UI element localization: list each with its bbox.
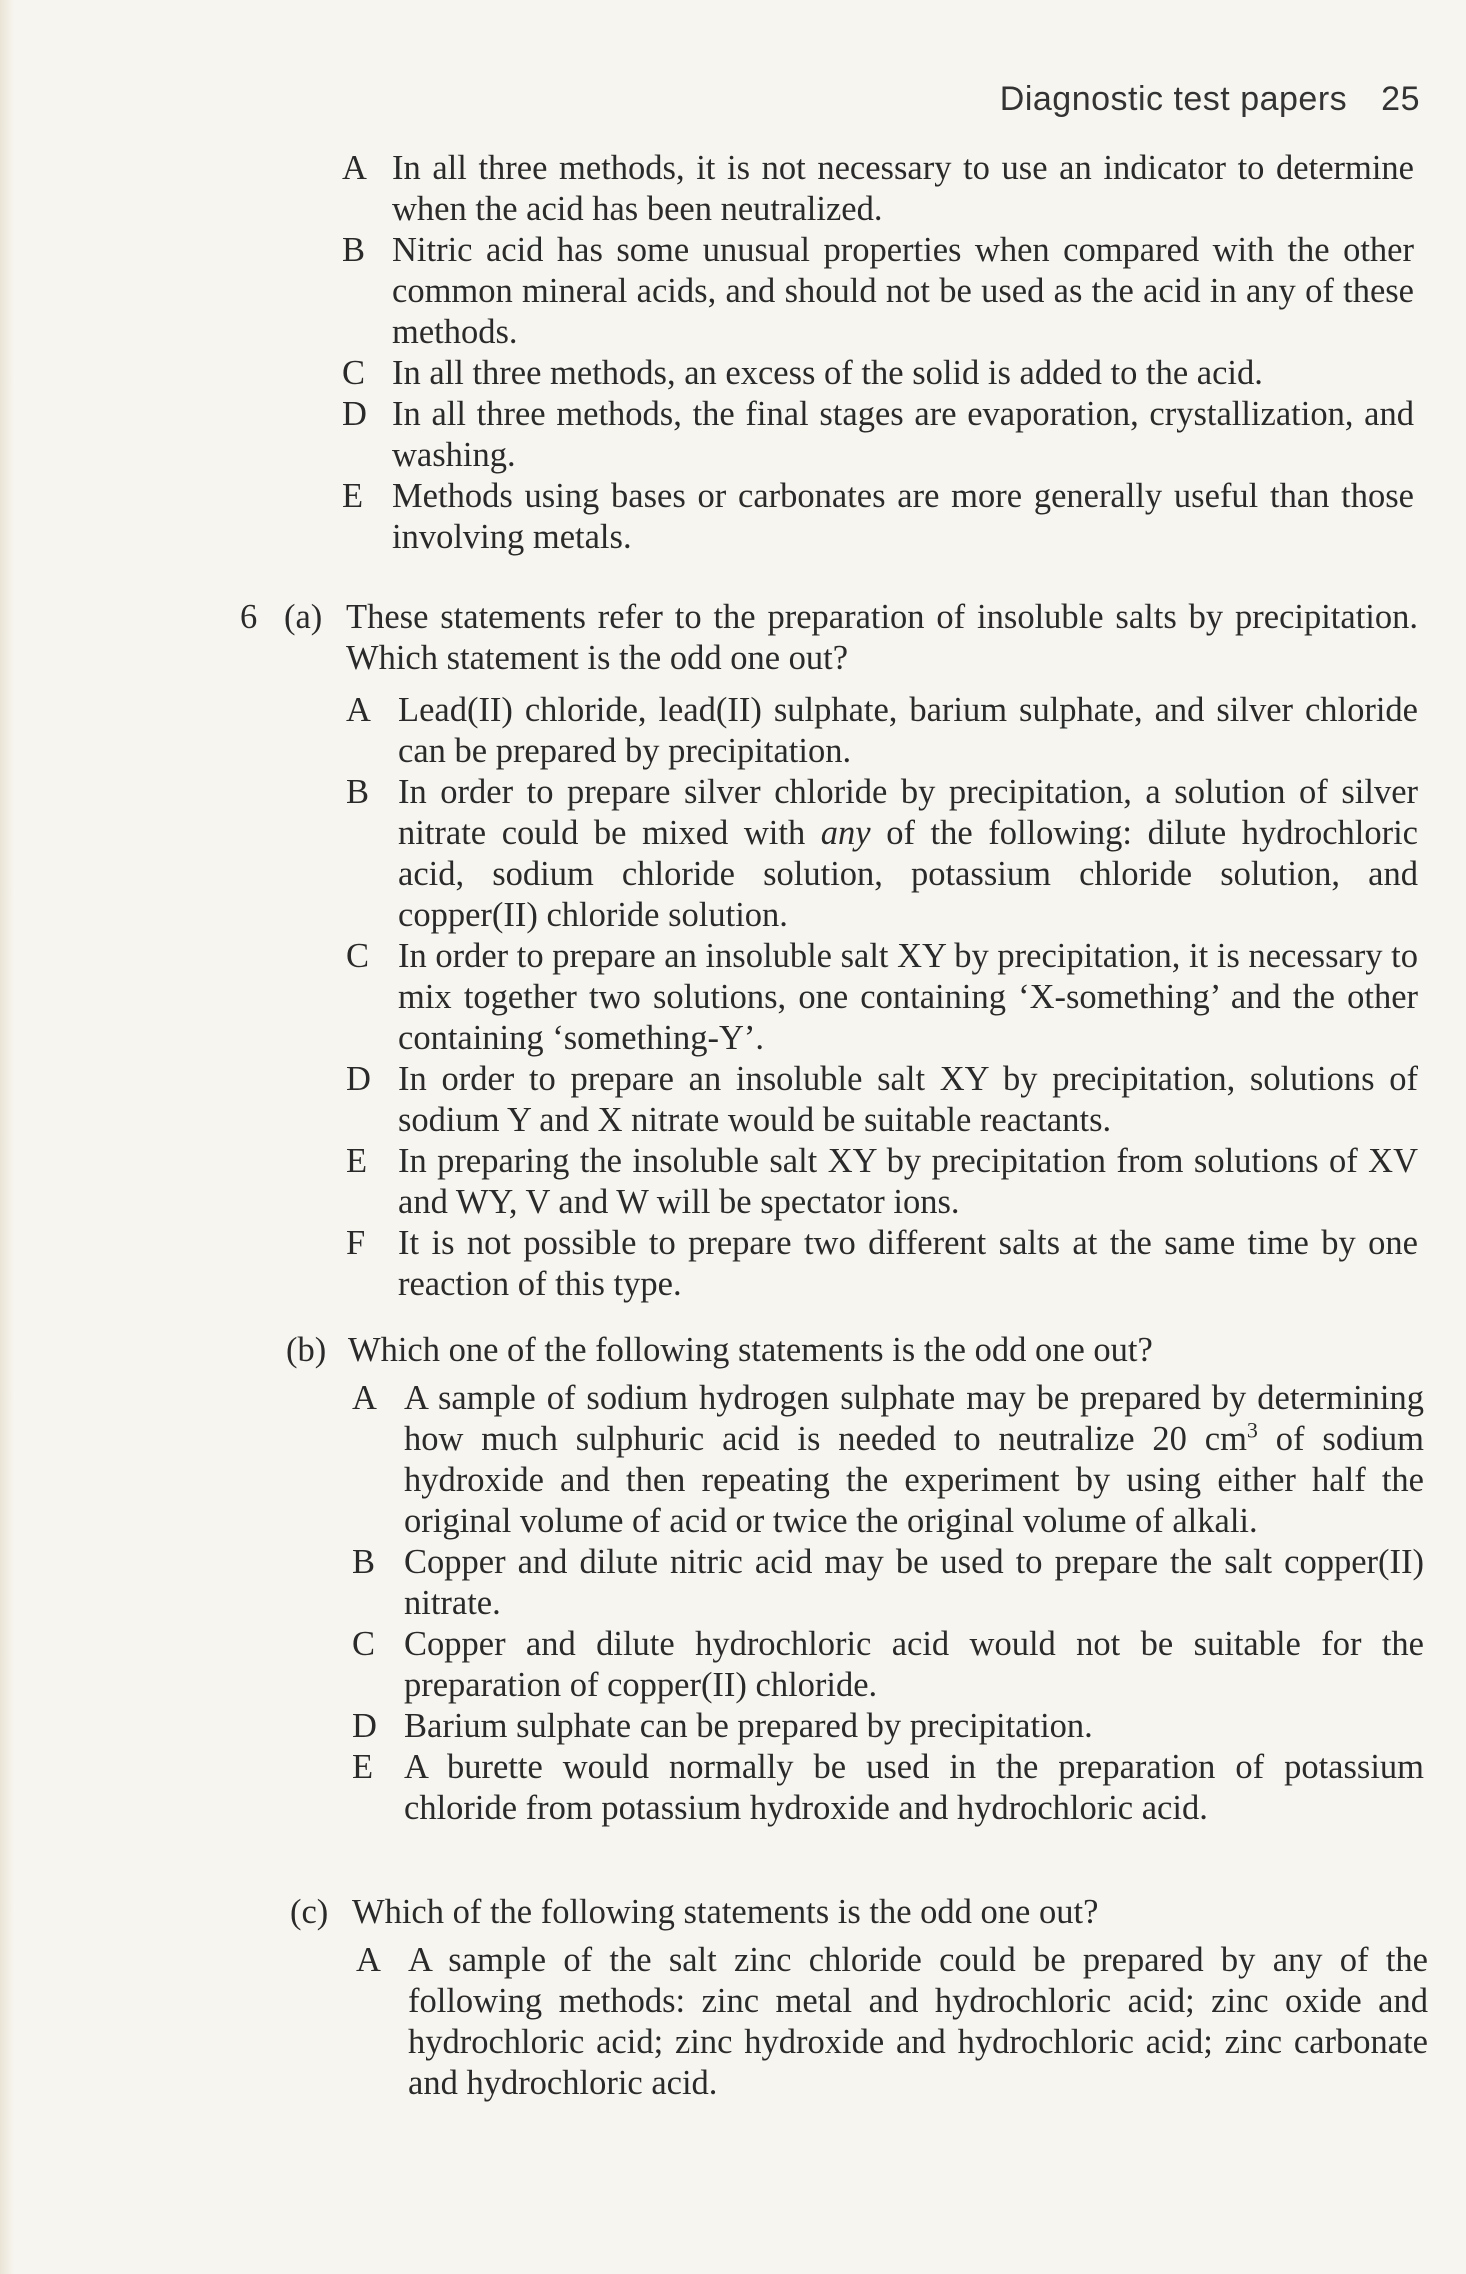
option-text: Nitric acid has some unusual properties when compared with the other common mineral acids, and should not be used as the acid in any of these methods. [392,231,1414,351]
question-number: 6 [240,598,258,636]
option-letter: C [342,354,366,392]
option-text: A sample of the salt zinc chloride could be prepared by any of the following methods: zinc metal and hydrochloric acid; zinc oxide and hydrochloric acid; zinc hydroxide and hydrochloric acid; zinc carbonate and hydrochloric acid. [408,1941,1428,2102]
option-text [398,772,1418,936]
option-letter: E [342,477,364,515]
part-label: (b) [286,1331,327,1369]
question-prompt: These statements refer to the preparation of insoluble salts by precipitation. Which statement is the odd one out? [346,598,1418,677]
option-letter: C [346,937,370,975]
option-item [346,1223,1418,1305]
option-letter: A [346,691,371,729]
option-text-part: In order to prepare silver chloride by precipitation, a solution of silver nitrate could be mixed with [398,773,1418,852]
option-text: In all three methods, an excess of the solid is added to the acid. [392,354,1263,392]
question-6c-options [356,1940,1428,2104]
option-text: In order to prepare an insoluble salt XY by precipitation, solutions of sodium Y and X nitrate would be suitable reactants. [398,1060,1418,1139]
option-text: A burette would normally be used in the preparation of potassium chloride from potassium hydroxide and hydrochloric acid. [404,1748,1424,1827]
question-6a-header [240,597,1418,679]
question-6b-options [352,1378,1424,1829]
option-item [342,230,1414,353]
question-5-options [342,148,1414,558]
option-text-part: A sample of sodium hydrogen sulphate may be prepared by determining how much sulphuric acid is needed to neutralize 20 cm [404,1379,1424,1458]
option-letter: B [342,231,366,269]
option-item [346,1059,1418,1141]
option-item [346,1141,1418,1223]
option-text-part: of the following: dilute hydrochloric acid, sodium chloride solution, potassium chloride solution, and copper(II) chloride solution. [398,814,1418,934]
option-text: Copper and dilute hydrochloric acid would not be suitable for the preparation of copper(II) chloride. [404,1625,1424,1704]
option-text: Barium sulphate can be prepared by precipitation. [404,1707,1093,1745]
part-label: (a) [284,598,323,636]
page-number: 25 [1381,80,1420,118]
option-letter: D [342,395,367,433]
option-text: Methods using bases or carbonates are more generally useful than those involving metals. [392,477,1414,556]
option-item [346,936,1418,1059]
option-item [352,1624,1424,1706]
superscript: 3 [1246,1417,1258,1443]
option-item [346,690,1418,772]
option-letter: B [346,773,370,811]
option-item [342,148,1414,230]
option-letter: A [356,1941,381,1979]
option-text: In all three methods, it is not necessary to use an indicator to determine when the acid has been neutralized. [392,149,1414,228]
question-6c-header [290,1892,1430,1933]
option-item [352,1706,1424,1747]
option-item [342,394,1414,476]
question-6a-options [346,690,1418,1305]
option-text-emphasis: any [820,814,871,852]
option-item [352,1747,1424,1829]
option-text: In order to prepare an insoluble salt XY by precipitation, it is necessary to mix together two solutions, one containing ‘X-something’ and the other containing ‘something-Y’. [398,937,1419,1057]
option-item [342,353,1414,394]
option-letter: F [346,1224,366,1262]
option-letter: D [346,1060,371,1098]
option-item [342,476,1414,558]
question-prompt: Which one of the following statements is the odd one out? [348,1331,1153,1369]
option-item [356,1940,1428,2104]
option-letter: A [352,1379,377,1417]
question-prompt: Which of the following statements is the odd one out? [352,1893,1099,1931]
page-edge-shadow [0,0,14,2274]
option-letter: D [352,1707,377,1745]
option-text: In preparing the insoluble salt XY by precipitation from solutions of XV and WY, V and W will be spectator ions. [398,1142,1418,1221]
option-item [352,1542,1424,1624]
running-header [960,80,1420,119]
option-text: Copper and dilute nitric acid may be used to prepare the salt copper(II) nitrate. [404,1543,1424,1622]
option-letter: A [342,149,367,187]
option-item [346,772,1418,936]
option-letter: C [352,1625,376,1663]
part-label: (c) [290,1893,329,1931]
question-6b-header [286,1330,1426,1371]
option-text: Lead(II) chloride, lead(II) sulphate, barium sulphate, and silver chloride can be prepared by precipitation. [398,691,1418,770]
option-item [352,1378,1424,1542]
option-text: In all three methods, the final stages are evaporation, crystallization, and washing. [392,395,1414,474]
option-text [404,1378,1424,1542]
option-text: It is not possible to prepare two different salts at the same time by one reaction of this type. [398,1224,1418,1303]
option-text-part: of sodium hydroxide and then repeating the experiment by using either half the original volume of acid or twice the original volume of alkali. [404,1420,1424,1540]
option-letter: E [352,1748,374,1786]
option-letter: B [352,1543,376,1581]
option-letter: E [346,1142,368,1180]
header-title: Diagnostic test papers [999,80,1348,118]
